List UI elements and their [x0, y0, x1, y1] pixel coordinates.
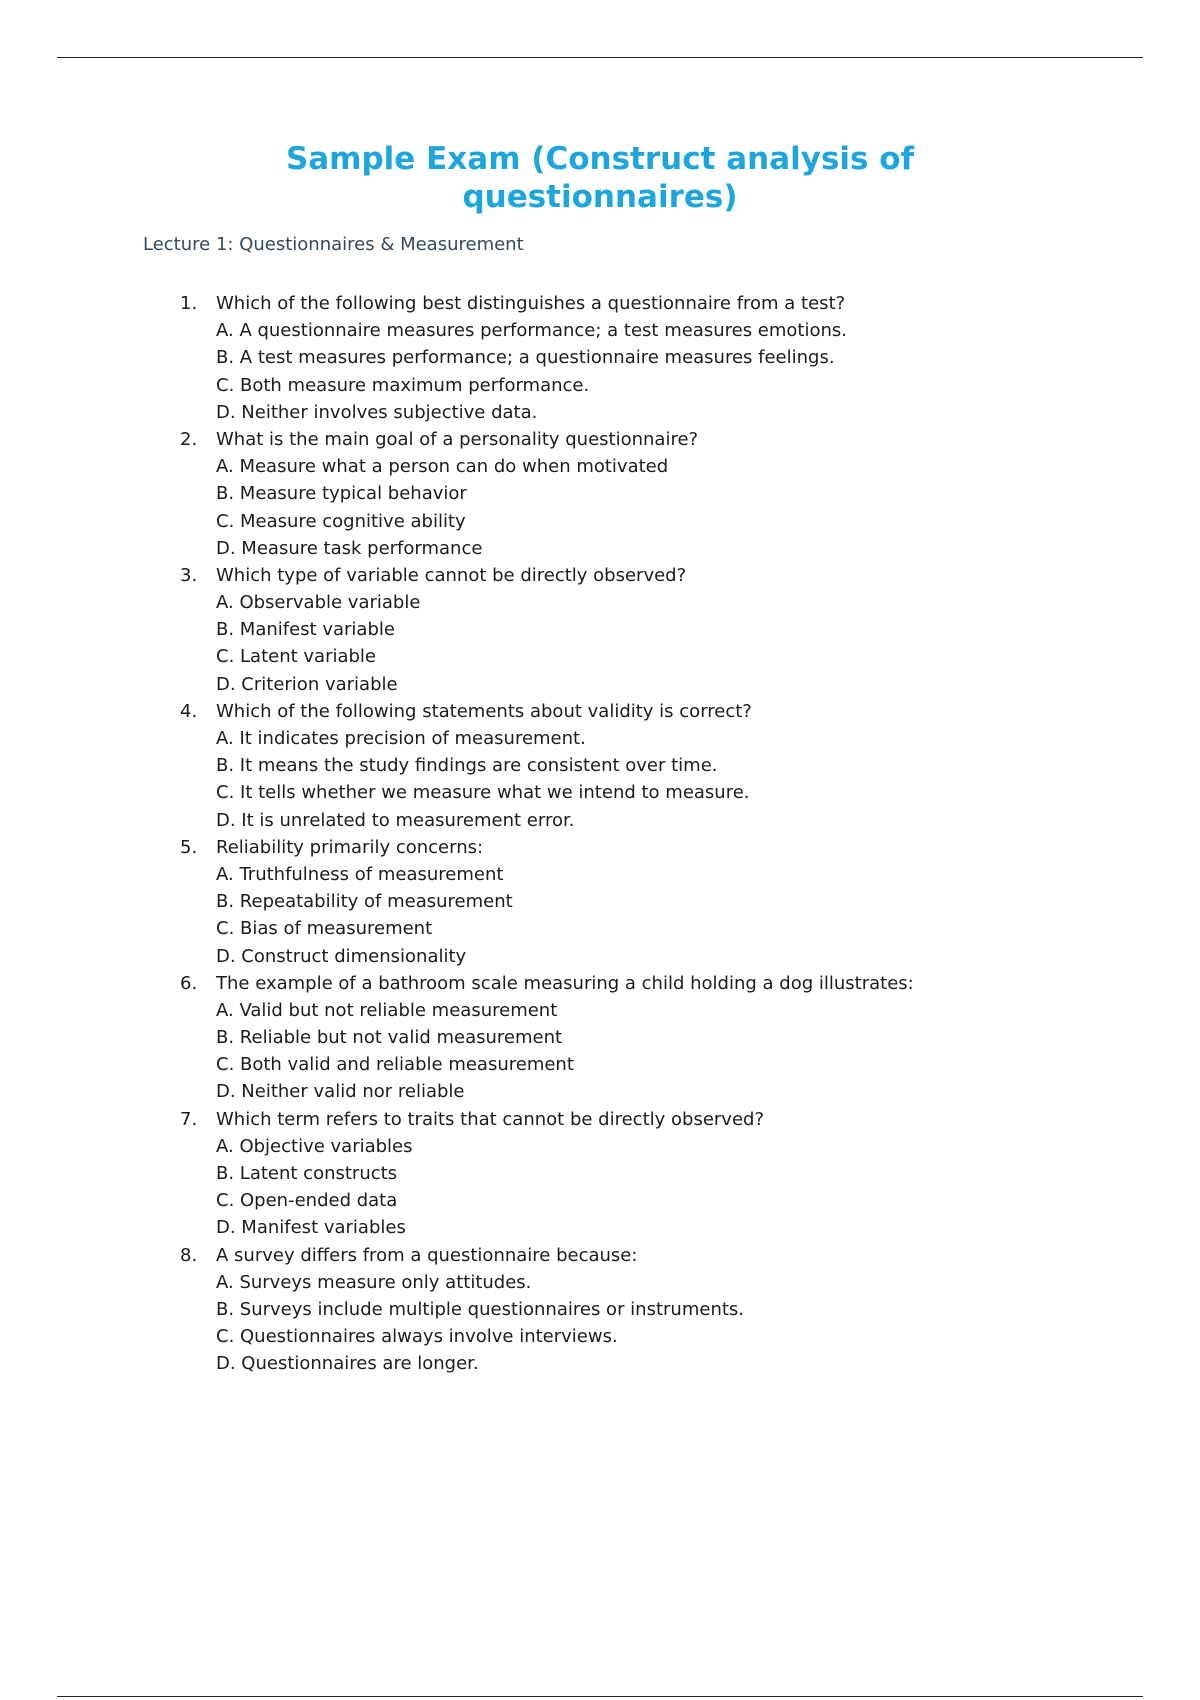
- footer-rule: [57, 1696, 1143, 1697]
- question-list: [180, 290, 1080, 1378]
- question-text: Reliability primarily concerns:: [216, 836, 484, 858]
- option-d: D. Measure task performance: [216, 537, 483, 559]
- option-d: D. Neither valid nor reliable: [216, 1081, 465, 1103]
- option-b: B. Measure typical behavior: [216, 483, 467, 505]
- section-subtitle: Lecture 1: Questionnaires & Measurement: [143, 234, 524, 255]
- question-1: [180, 290, 1080, 426]
- question-number: 8.: [180, 1244, 198, 1266]
- page-title-line-2: questionnaires): [462, 179, 738, 215]
- option-a: A. Objective variables: [216, 1135, 413, 1157]
- option-c: C. Questionnaires always involve interviews.: [216, 1326, 618, 1348]
- option-a: A. Measure what a person can do when motivated: [216, 456, 669, 478]
- question-number: 5.: [180, 836, 198, 858]
- question-3: [180, 562, 1080, 698]
- question-5: [180, 834, 1080, 970]
- option-c: C. Measure cognitive ability: [216, 510, 466, 532]
- option-a: A. It indicates precision of measurement.: [216, 728, 586, 749]
- option-a: A. Observable variable: [216, 592, 421, 614]
- question-number: 7.: [180, 1108, 198, 1130]
- question-6: [180, 970, 1080, 1106]
- question-number: 3.: [180, 564, 198, 586]
- question-4: [180, 698, 1080, 834]
- option-c: C. Both measure maximum performance.: [216, 374, 590, 396]
- option-b: B. It means the study findings are consistent over time.: [216, 755, 718, 777]
- question-7: [180, 1106, 1080, 1242]
- option-c: C. Open-ended data: [216, 1190, 398, 1212]
- option-d: D. Criterion variable: [216, 673, 398, 695]
- option-c: C. Bias of measurement: [216, 918, 433, 940]
- option-c: C. Latent variable: [216, 646, 377, 668]
- question-2: [180, 426, 1080, 562]
- option-b: B. Latent constructs: [216, 1163, 398, 1184]
- option-b: B. A test measures performance; a questionnaire measures feelings.: [216, 347, 835, 369]
- page-title: [0, 140, 1200, 216]
- question-text: Which of the following statements about validity is correct?: [216, 700, 752, 722]
- option-c: C. It tells whether we measure what we intend to measure.: [216, 782, 750, 804]
- option-b: B. Repeatability of measurement: [216, 891, 513, 913]
- option-d: D. Neither involves subjective data.: [216, 401, 538, 423]
- option-d: D. Manifest variables: [216, 1217, 406, 1239]
- option-b: B. Manifest variable: [216, 619, 395, 641]
- question-text: The example of a bathroom scale measuring a child holding a dog illustrates:: [216, 972, 914, 994]
- question-number: 4.: [180, 700, 198, 722]
- question-text: A survey differs from a questionnaire because:: [216, 1244, 638, 1266]
- option-a: A. A questionnaire measures performance; a test measures emotions.: [216, 320, 847, 342]
- question-number: 6.: [180, 972, 198, 994]
- question-number: 1.: [180, 293, 198, 314]
- question-text: Which of the following best distinguishes a questionnaire from a test?: [216, 293, 846, 314]
- option-a: A. Valid but not reliable measurement: [216, 999, 558, 1021]
- option-d: D. Questionnaires are longer.: [216, 1353, 479, 1375]
- option-d: D. It is unrelated to measurement error.: [216, 809, 575, 831]
- option-b: B. Surveys include multiple questionnaires or instruments.: [216, 1298, 745, 1320]
- option-a: A. Surveys measure only attitudes.: [216, 1271, 532, 1293]
- question-8: [180, 1242, 1080, 1378]
- option-d: D. Construct dimensionality: [216, 945, 467, 967]
- page-title-line-1: Sample Exam (Construct analysis of: [285, 141, 915, 177]
- option-b: B. Reliable but not valid measurement: [216, 1027, 563, 1049]
- option-a: A. Truthfulness of measurement: [216, 863, 504, 885]
- question-number: 2.: [180, 428, 198, 450]
- question-text: Which type of variable cannot be directly observed?: [216, 564, 687, 586]
- option-c: C. Both valid and reliable measurement: [216, 1054, 574, 1076]
- question-text: What is the main goal of a personality questionnaire?: [216, 428, 699, 450]
- question-text: Which term refers to traits that cannot be directly observed?: [216, 1108, 764, 1130]
- header-rule: [57, 57, 1143, 58]
